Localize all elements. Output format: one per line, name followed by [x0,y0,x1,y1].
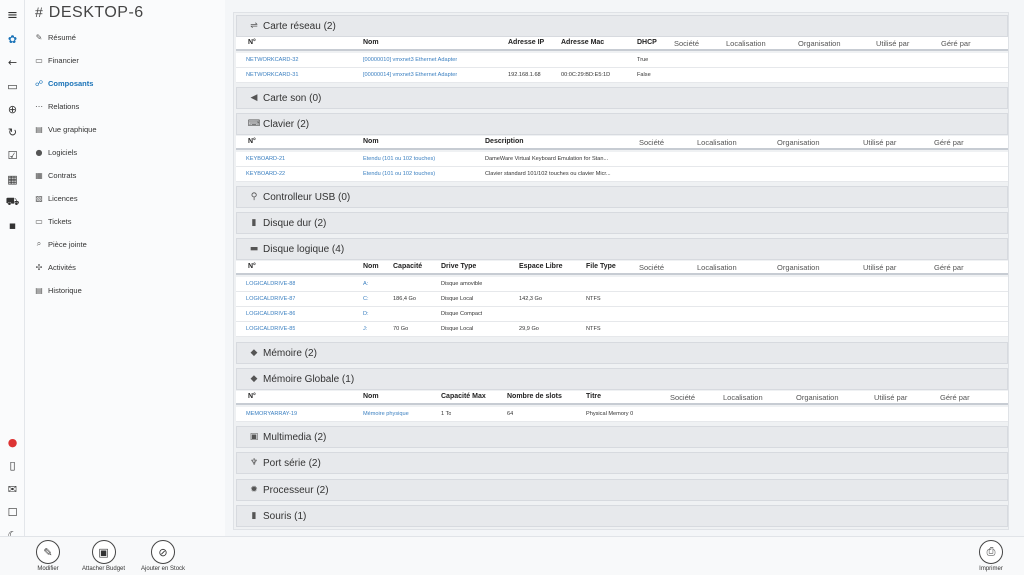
col-header: Organisation [777,138,820,147]
section-title: Port série (2) [263,457,321,469]
cell-description: DameWare Virtual Keyboard Emulation for Stan... [485,156,609,162]
section-clavier[interactable] [236,113,1008,135]
nav-item-vue-graphique[interactable] [33,121,97,137]
col-header: Capacité Max [441,393,486,400]
usb-icon: ⚲ [250,192,258,202]
components-icon: ☍ [34,78,44,88]
col-header: N° [248,138,256,145]
network-table-header [236,37,1008,51]
table-row[interactable] [236,277,1008,292]
col-header: Organisation [796,393,839,402]
nav-item-composants[interactable] [33,75,93,91]
memory-icon: ◆ [250,348,258,358]
sync-icon[interactable]: ↻ [7,126,18,139]
logical-table-header [236,261,1008,275]
hash-symbol: # [35,4,43,20]
section-title: Disque logique (4) [263,243,345,255]
grid-icon[interactable]: ▪ [8,219,17,232]
memory-global-icon: ◆ [250,374,258,384]
section-title: Clavier (2) [263,118,310,130]
money-icon: ▭ [35,55,43,65]
cell-name[interactable]: [00000014] vmxnet3 Ethernet Adapter [363,72,458,78]
cell-ip: 192.168.1.68 [508,72,541,78]
col-header: Société [639,138,665,147]
globalmem-table-header [236,391,1008,405]
nav-item-label: Résumé [48,32,76,42]
software-icon: ● [35,147,43,157]
col-header: Localisation [697,263,737,272]
cell-name[interactable]: J: [363,326,368,332]
cell-id[interactable]: KEYBOARD-22 [246,171,286,177]
cart-icon[interactable]: ⛟ [5,195,20,208]
speaker-icon: ◀ [250,93,258,103]
print-label: Imprimer [979,566,1003,572]
alert-chat-icon[interactable]: ● [7,436,18,449]
icon-rail [0,0,25,575]
table-row[interactable] [236,152,1008,167]
cell-name[interactable]: D: [363,311,369,317]
license-icon: ▧ [35,193,43,203]
keyboard-table-header [236,136,1008,150]
pencil-icon: ✎ [36,540,60,564]
cell-drive-type: Disque amovible [441,281,483,287]
col-header: N° [248,263,256,270]
cell-id[interactable]: KEYBOARD-21 [246,156,286,162]
add-circle-icon[interactable]: ⊕ [7,103,18,116]
cell-capacity: 186,4 Go [393,296,417,302]
ticket-icon: ▭ [35,216,43,226]
film-icon: ▣ [249,432,259,442]
mouse-icon: ▮ [251,511,257,521]
cell-name[interactable]: Étendu (101 ou 102 touches) [363,156,436,162]
back-arrow-icon[interactable]: ← [7,56,18,69]
col-header: Société [670,393,696,402]
nav-item-relations[interactable] [33,98,79,114]
contract-icon: ▦ [35,170,43,180]
col-header: Organisation [798,39,841,48]
relations-icon: ⋯ [35,101,43,111]
nav-item-label: Vue graphique [48,124,97,134]
nav-item-label: Tickets [48,216,72,226]
section-title: Processeur (2) [263,484,329,496]
section-controlleur-usb[interactable] [236,186,1008,208]
col-header: Nom [363,138,379,145]
col-header: Géré par [934,138,964,147]
table-row[interactable] [236,322,1008,337]
bottom-toolbar [0,536,1024,575]
cell-file-type: NTFS [586,326,601,332]
id-card-icon[interactable]: ▭ [7,80,18,93]
col-header: N° [248,39,256,46]
cell-description: Clavier standard 101/102 touches ou clavier Micr... [485,171,611,177]
section-souris[interactable] [236,505,1008,527]
nav-item-licences[interactable] [33,190,78,206]
section-title: Disque dur (2) [263,217,327,229]
stock-icon: ⊘ [151,540,175,564]
col-header: Utilisé par [874,393,908,402]
cell-file-type: NTFS [586,296,601,302]
cell-max-capacity: 1 To [441,411,452,417]
hard-disk-icon: ▮ [251,218,257,228]
laptop-icon: ▬ [249,244,259,254]
table-row[interactable] [236,167,1008,182]
activity-icon: ✣ [35,262,43,272]
col-header: Titre [586,393,602,400]
col-header: Géré par [940,393,970,402]
table-row[interactable] [236,407,1008,422]
printer-icon: ⎙ [979,540,1003,564]
nav-item-label: Composants [48,78,94,88]
col-header: Description [485,138,524,145]
table-row[interactable] [236,68,1008,83]
cell-drive-type: Disque Compact [441,311,483,317]
graph-icon: ▤ [35,124,43,134]
table-row[interactable] [236,292,1008,307]
col-header: Organisation [777,263,820,272]
col-header: Nom [363,393,379,400]
col-header: Drive Type [441,263,477,270]
section-title: Controlleur USB (0) [263,191,351,203]
col-header: DHCP [637,39,657,46]
section-carte-son[interactable] [236,87,1008,109]
cell-mac: 00:0C:29:BD:E5:1D [561,72,611,78]
section-title: Mémoire Globale (1) [263,373,355,385]
add-stock-button[interactable] [141,540,185,572]
attach-budget-button[interactable] [82,540,125,572]
cell-dhcp: True [637,57,649,63]
col-header: Espace Libre [519,263,563,270]
section-title: Mémoire (2) [263,347,317,359]
cell-id[interactable]: NETWORKCARD-31 [246,72,299,78]
cell-drive-type: Disque Local [441,296,474,302]
section-title: Multimedia (2) [263,431,327,443]
nav-item-label: Historique [48,285,82,295]
section-carte-reseau[interactable] [236,15,1008,37]
col-header: Capacité [393,263,423,270]
nav-item-label: Contrats [48,170,77,180]
section-title: Carte son (0) [263,92,322,104]
section-processeur[interactable] [236,479,1008,501]
nav-item-resume[interactable] [33,29,76,45]
budget-icon: ▣ [92,540,116,564]
cell-title: Physical Memory 0 [586,411,634,417]
print-button[interactable] [979,540,1003,572]
col-header: Géré par [941,39,971,48]
col-header: Géré par [934,263,964,272]
nav-item-contrats[interactable] [33,167,76,183]
mail-icon[interactable]: ✉ [7,483,18,496]
col-header: N° [248,393,256,400]
checkbox-icon[interactable]: ☑ [7,149,18,162]
cell-capacity: 70 Go [393,326,409,332]
cell-name[interactable]: C: [363,296,369,302]
nav-item-financier[interactable] [33,52,79,68]
components-panel [233,12,1009,530]
chat-icon[interactable]: ☐ [7,506,18,519]
col-header: Utilisé par [863,263,897,272]
attach-budget-label: Attacher Budget [82,566,126,572]
component-nav [25,0,225,536]
nav-item-label: Activités [48,262,76,272]
network-icon: ⇌ [250,21,258,31]
section-memoire[interactable] [236,342,1008,364]
cell-id[interactable]: LOGICALDRIVE-85 [246,326,296,332]
keyboard-icon: ⌨ [247,119,261,129]
table-row[interactable] [236,53,1008,68]
paperclip-icon: ⌕ [36,239,42,248]
cell-id[interactable]: LOGICALDRIVE-86 [246,311,296,317]
col-header: Utilisé par [876,39,910,48]
section-title: Souris (1) [263,510,307,522]
cell-id[interactable]: MEMORYARRAY-19 [246,411,298,417]
section-multimedia[interactable] [236,426,1008,448]
section-disque-logique[interactable] [236,238,1008,260]
col-header: Localisation [723,393,763,402]
col-header: Utilisé par [863,138,897,147]
col-header: Nom [363,39,379,46]
cell-slots: 64 [507,411,514,417]
col-header: Localisation [697,138,737,147]
history-icon: ▤ [35,285,43,295]
cell-name[interactable]: A: [363,281,369,287]
nav-item-tickets[interactable] [33,213,71,229]
section-disque-dur[interactable] [236,212,1008,234]
add-stock-label: Ajouter en Stock [141,566,186,572]
port-icon: ♆ [249,458,259,468]
col-header: Adresse Mac [561,39,605,46]
modify-label: Modifier [37,566,59,572]
device-name: DESKTOP-6 [48,4,144,21]
cell-name[interactable]: Mémoire physique [363,411,409,417]
section-title: Carte réseau (2) [263,20,336,32]
cell-id[interactable]: LOGICALDRIVE-88 [246,281,296,287]
cell-drive-type: Disque Local [441,326,474,332]
nav-item-label: Relations [48,101,80,111]
cell-free-space: 142,3 Go [519,296,543,302]
nav-item-logiciels[interactable] [33,144,77,160]
col-header: Société [674,39,700,48]
section-port-serie[interactable] [236,452,1008,474]
nav-item-label: Licences [48,193,78,203]
hamburger-icon[interactable]: ≡ [7,8,18,23]
nav-item-label: Financier [48,55,79,65]
modify-button[interactable] [36,540,60,572]
col-header: Nom [363,263,379,270]
logo-icon[interactable]: ✿ [7,33,18,46]
nav-item-activites[interactable] [33,259,76,275]
cell-id[interactable]: NETWORKCARD-32 [246,57,299,63]
section-memoire-globale[interactable] [236,368,1008,390]
col-header: Localisation [726,39,766,48]
qr-code-icon[interactable]: ▦ [7,173,18,186]
table-row[interactable] [236,307,1008,322]
cpu-icon: ✹ [250,485,258,495]
col-header: Nombre de slots [507,393,562,400]
cell-id[interactable]: LOGICALDRIVE-87 [246,296,296,302]
cell-name[interactable]: Étendu (101 ou 102 touches) [363,171,436,177]
device-title [35,4,144,22]
col-header: Adresse IP [508,39,545,46]
book-icon[interactable]: ▯ [9,459,16,472]
col-header: Société [639,263,665,272]
cell-dhcp: False [637,72,651,78]
col-header: File Type [586,263,616,270]
cell-name[interactable]: [00000010] vmxnet3 Ethernet Adapter [363,57,458,63]
nav-item-historique[interactable] [33,282,82,298]
cell-free-space: 29,9 Go [519,326,539,332]
nav-item-label: Pièce jointe [48,239,87,249]
nav-item-piece-jointe[interactable] [33,236,87,252]
nav-item-label: Logiciels [48,147,78,157]
summary-icon: ✎ [35,32,43,42]
